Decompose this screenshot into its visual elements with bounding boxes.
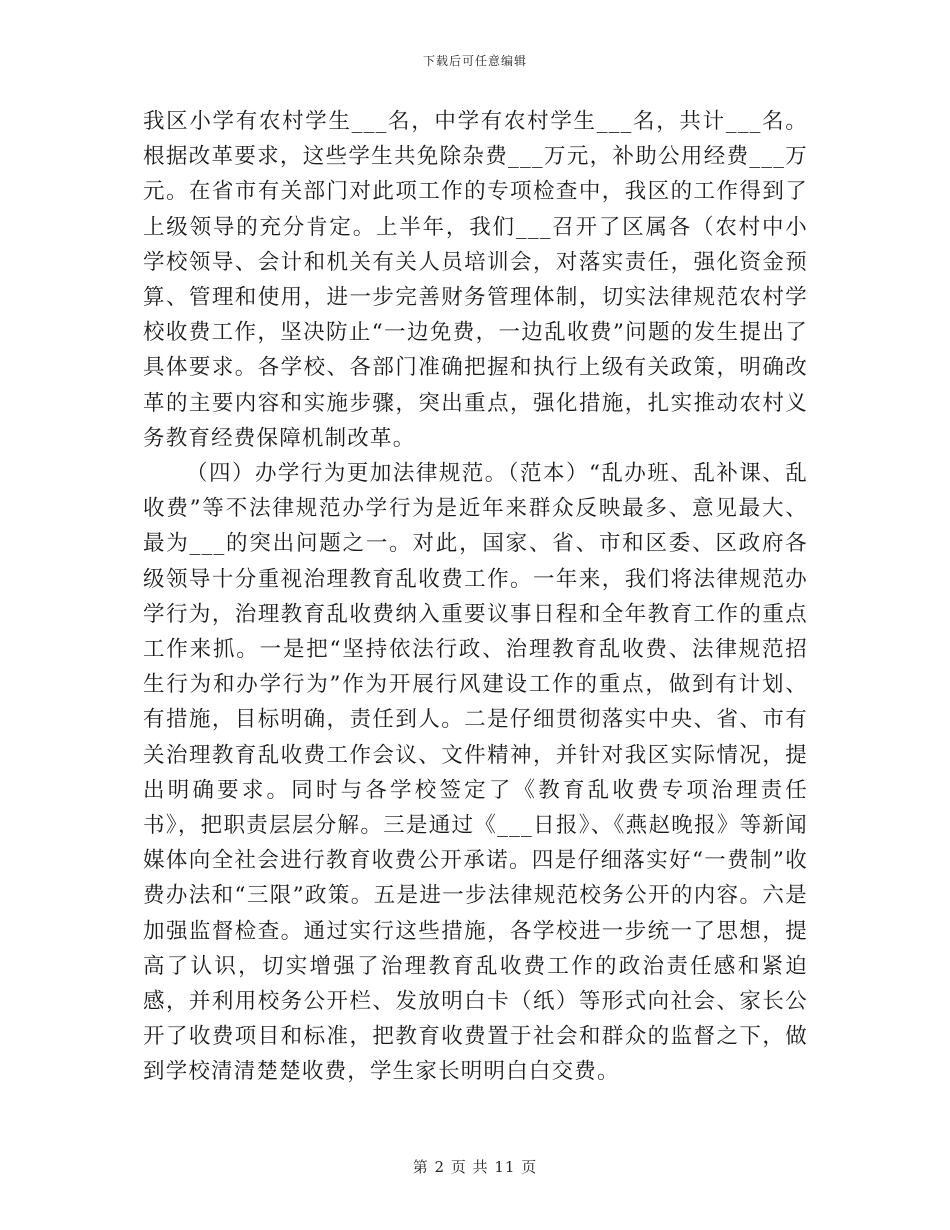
page-header: 下载后可任意编辑: [422, 54, 527, 68]
paragraph-rural-students: 我区小学有农村学生___名，中学有农村学生___名，共计___名。根据改革要求，这些学生共免除杂费___万元，补助公用经费___万元。在省市有关部门对此项工作的专项检查中，我区的工作得到了上级领导的充分肯定。上半年，我们___召开了区属各（农村中小学校领导、会计和机关有关人员培训会，对落实责任，强化资金预算、管理和使用，进一步完善财务管理体制，切实法律规范农村学校收费工作，坚决防止“一边免费，一边乱收费”问题的发生提出了具体要求。各学校、各部门准确把握和执行上级有关政策，明确改革的主要内容和实施步骤，突出重点，强化措施，扎实推动农村义务教育经费保障机制改革。: [143, 109, 808, 451]
page-number: 第 2 页 共 11 页: [412, 1158, 538, 1176]
document-body: [143, 104, 808, 1090]
paragraph-school-conduct: （四）办学行为更加法律规范。（范本）“乱办班、乱补课、乱收费”等不法律规范办学行为是近年来群众反映最多、意见最大、最为___的突出问题之一。对此，国家、省、市和区委、区政府各级领导十分重视治理教育乱收费工作。一年来，我们将法律规范办学行为，治理教育乱收费纳入重要议事日程和全年教育工作的重点工作来抓。一是把“坚持依法行政、治理教育乱收费、法律规范招生行为和办学行为”作为开展行风建设工作的重点，做到有计划、有措施，目标明确，责任到人。二是仔细贯彻落实中央、省、市有关治理教育乱收费工作会议、文件精神，并针对我区实际情况，提出明确要求。同时与各学校签定了《教育乱收费专项治理责任书》，把职责层层分解。三是通过《___日报》、《燕赵晚报》等新闻媒体向全社会进行教育收费公开承诺。四是仔细落实好“一费制”收费办法和“三限”政策。五是进一步法律规范校务公开的内容。六是加强监督检查。通过实行这些措施，各学校进一步统一了思想，提高了认识，切实增强了治理教育乱收费工作的政治责任感和紧迫感，并利用校务公开栏、发放明白卡（纸）等形式向社会、家长公开了收费项目和标准，把教育收费置于社会和群众的监督之下，做到学校清清楚楚收费，学生家长明明白白交费。: [143, 461, 808, 1085]
